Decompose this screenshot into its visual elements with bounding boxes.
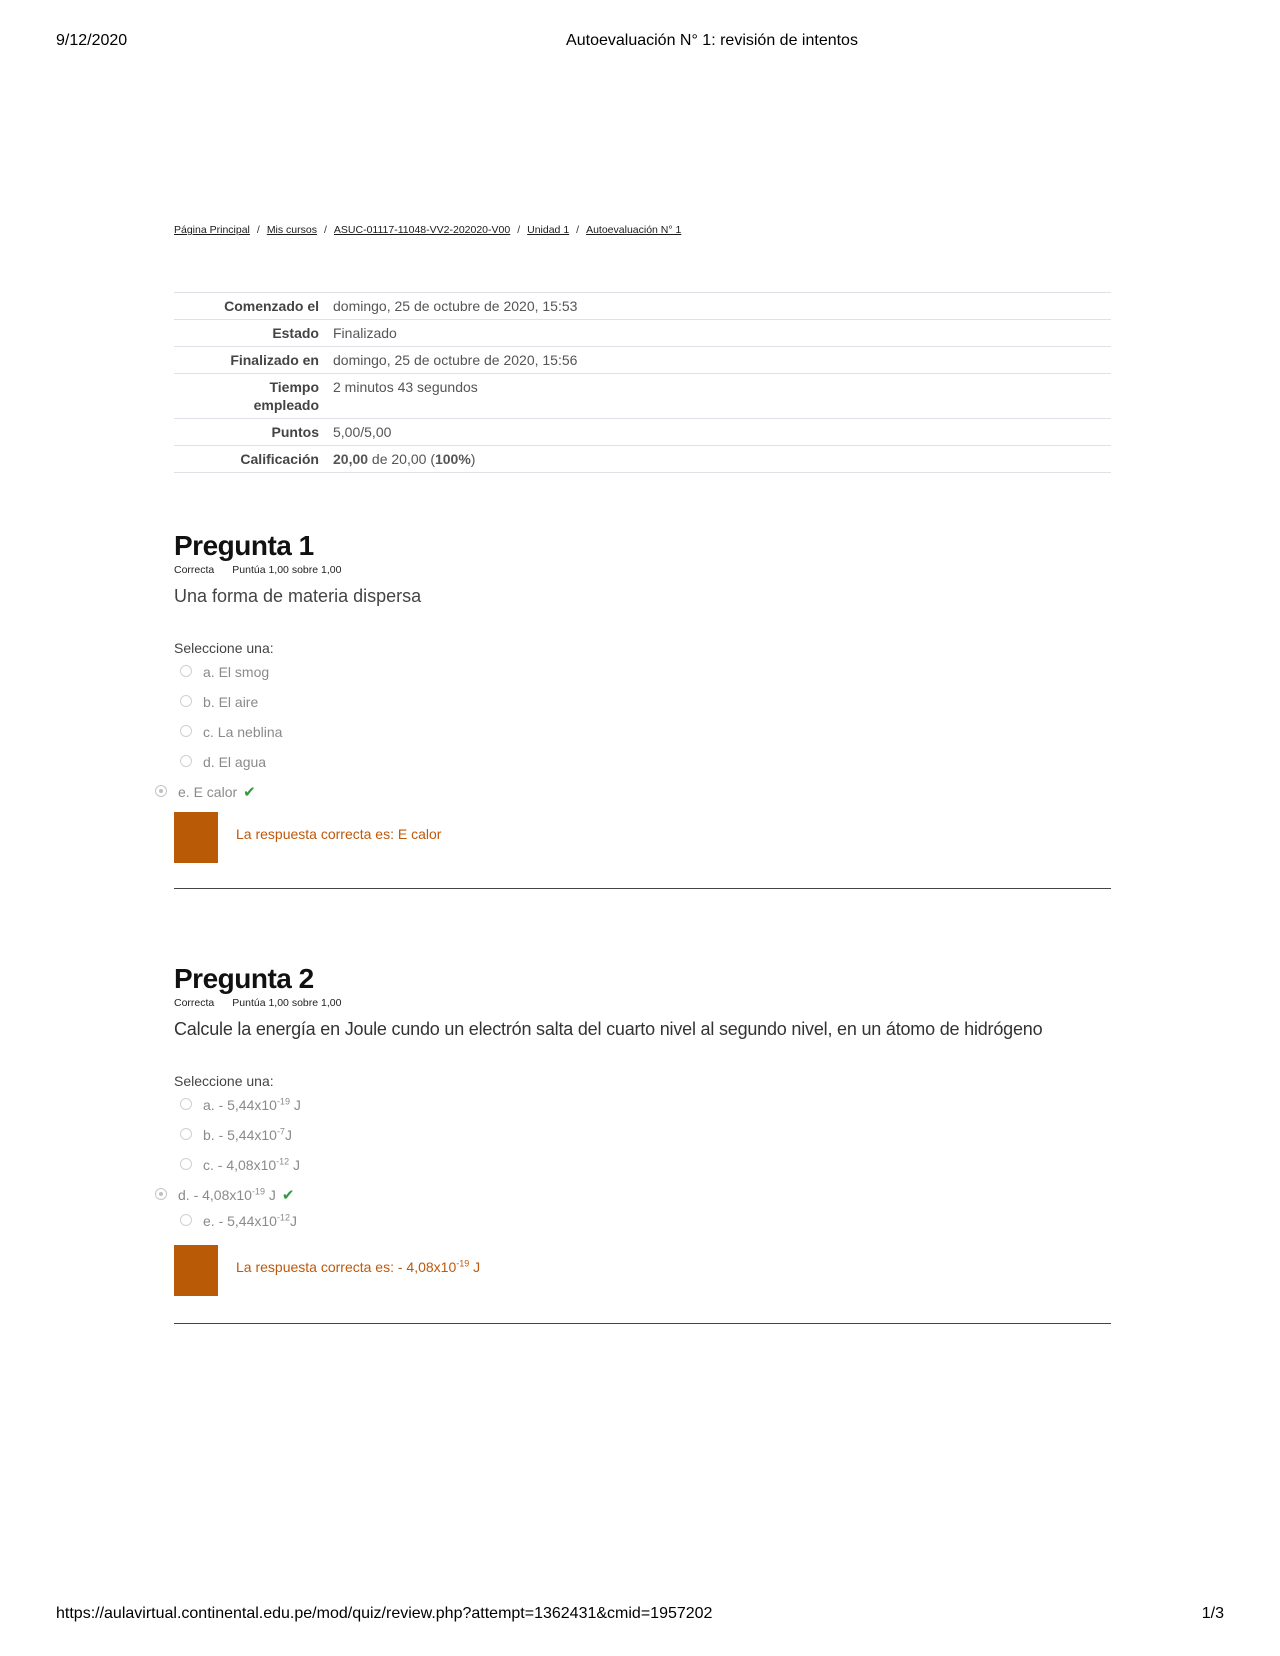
answer-option-c[interactable] [174,722,1111,752]
grade-percent: 100% [434,451,471,467]
answer-base: b. - 5,44x10 [203,1127,277,1143]
answer-option-d[interactable] [174,1185,1111,1211]
answer-exponent: -12 [276,1156,290,1167]
answer-option-d[interactable] [174,752,1111,782]
summary-label: Comenzado el [174,293,333,320]
answer-exponent: -12 [276,1212,290,1223]
summary-value: 2 minutos 43 segundos [333,374,1111,419]
feedback-box [174,1245,1111,1296]
radio-button[interactable] [180,755,192,767]
feedback-unit: J [469,1259,481,1275]
question-prompt: Seleccione una: [174,1073,274,1089]
breadcrumb-course[interactable]: ASUC-01117-11048-VV2-202020-V00 [333,224,511,236]
question-divider [174,1323,1111,1324]
grade-of: de 20,00 ( [368,451,435,467]
question-score: Puntúa 1,00 sobre 1,00 [232,564,342,576]
question-prompt: Seleccione una: [174,640,274,656]
correct-check-icon: ✔ [243,784,256,801]
radio-button[interactable] [180,665,192,677]
answer-exponent: -19 [276,1096,290,1107]
summary-value: domingo, 25 de octubre de 2020, 15:53 [333,293,1111,320]
answer-options [174,662,1111,808]
answer-label: e. E calor [178,784,238,800]
breadcrumb-home[interactable]: Página Principal [174,224,250,236]
summary-row-grade [174,446,1111,473]
question-status: Correcta [174,997,215,1009]
feedback-box [174,812,1111,863]
radio-button-selected[interactable] [155,1188,167,1200]
correct-check-icon: ✔ [281,1187,295,1204]
answer-label: c. La neblina [203,724,283,740]
summary-value: 5,00/5,00 [333,419,1111,446]
question-title: Pregunta 2 [174,963,314,994]
answer-base: d. - 4,08x10 [178,1187,252,1203]
answer-label [203,1211,297,1231]
summary-label: Estado [174,320,333,347]
print-url: https://aulavirtual.continental.edu.pe/mod/quiz/review.php?attempt=1362431&cmid=1957202 [56,1605,713,1622]
breadcrumb-quiz[interactable]: Autoevaluación N° 1 [586,224,682,236]
question-1 [174,530,1111,863]
question-meta [174,997,1111,1011]
answer-unit: J [284,1127,292,1143]
answer-exponent: -7 [276,1126,285,1137]
summary-label: Finalizado en [174,347,333,374]
answer-option-e[interactable] [174,1211,1111,1241]
answer-unit: J [264,1187,276,1203]
answer-base: c. - 4,08x10 [203,1157,277,1173]
summary-row-points [174,419,1111,446]
summary-row-state [174,320,1111,347]
summary-value: Finalizado [333,320,1111,347]
radio-button-selected[interactable] [155,785,167,797]
radio-button[interactable] [180,1214,192,1226]
radio-button[interactable] [180,1128,192,1140]
summary-row-started [174,293,1111,320]
summary-value [333,446,1111,473]
radio-button[interactable] [180,1098,192,1110]
radio-button[interactable] [180,725,192,737]
feedback-exponent: -19 [456,1258,470,1269]
answer-option-a[interactable] [174,1095,1111,1125]
breadcrumb-separator: / [517,224,521,236]
answer-option-c[interactable] [174,1155,1111,1185]
question-divider [174,888,1111,889]
answer-option-b[interactable] [174,1125,1111,1155]
question-text: Una forma de materia dispersa [174,586,422,606]
feedback-color-block [174,812,218,863]
summary-label [174,374,333,419]
answer-unit: J [289,1213,297,1229]
answer-unit: J [289,1157,301,1173]
summary-label: Calificación [174,446,333,473]
answer-label [203,1125,292,1145]
answer-label [178,1185,294,1206]
grade-score: 20,00 [333,451,369,467]
radio-button[interactable] [180,1158,192,1170]
answer-label-wrap [178,782,256,803]
question-status: Correcta [174,564,215,576]
answer-label: a. El smog [203,664,270,680]
summary-row-time [174,374,1111,419]
answer-base: a. - 5,44x10 [203,1097,277,1113]
breadcrumb [174,224,681,236]
feedback-text: La respuesta correcta es: E calor [236,826,442,842]
summary-label: Puntos [174,419,333,446]
print-footer [0,1605,1280,1629]
answer-unit: J [289,1097,301,1113]
summary-label-line: empleado [253,397,319,413]
question-meta [174,564,1111,578]
answer-label [203,1095,301,1115]
breadcrumb-unit[interactable]: Unidad 1 [527,224,570,236]
question-text: Calcule la energía en Joule cundo un electrón salta del cuarto nivel al segundo nivel, en un átomo de hidrógeno [174,1019,1043,1039]
question-score: Puntúa 1,00 sobre 1,00 [232,997,342,1009]
breadcrumb-separator: / [256,224,260,236]
print-header [0,32,1280,56]
question-2 [174,963,1111,1296]
answer-option-a[interactable] [174,662,1111,692]
breadcrumb-my-courses[interactable]: Mis cursos [266,224,317,236]
summary-value: domingo, 25 de octubre de 2020, 15:56 [333,347,1111,374]
answer-base: e. - 5,44x10 [203,1213,277,1229]
breadcrumb-separator: / [576,224,580,236]
print-page-number: 1/3 [1201,1605,1224,1622]
print-date: 9/12/2020 [56,32,128,49]
answer-exponent: -19 [251,1186,265,1197]
answer-label [203,1155,300,1175]
grade-close: ) [470,451,476,467]
radio-button[interactable] [180,695,192,707]
feedback-color-block [174,1245,218,1296]
breadcrumb-separator: / [324,224,327,236]
answer-label: b. El aire [203,694,259,710]
summary-label-line: Tiempo [269,379,319,395]
attempt-summary-table [174,292,1111,473]
summary-row-finished [174,347,1111,374]
feedback-base: La respuesta correcta es: - 4,08x10 [236,1259,457,1275]
feedback-text [236,1259,480,1275]
answer-options [174,1095,1111,1241]
answer-label: d. El agua [203,754,267,770]
answer-option-b[interactable] [174,692,1111,722]
question-title: Pregunta 1 [174,530,314,561]
answer-option-e[interactable] [174,782,1111,808]
print-title: Autoevaluación N° 1: revisión de intentos [566,32,858,49]
